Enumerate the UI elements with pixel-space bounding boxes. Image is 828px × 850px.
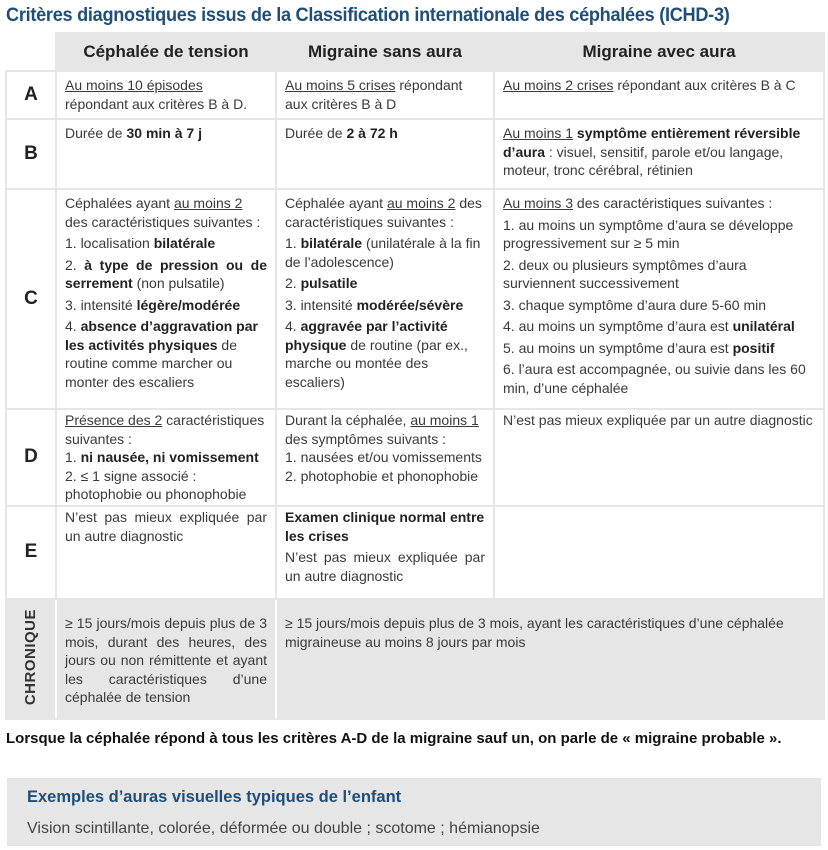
cell-text: 4. au moins un symptôme d’aura est xyxy=(503,318,733,334)
row-label-chronique xyxy=(6,599,56,719)
examples-text: Vision scintillante, colorée, déformée ou double ; scotome ; hémianopsie xyxy=(27,820,540,837)
cell-text: Durée de xyxy=(285,125,347,141)
cell-e-sans-aura xyxy=(276,506,494,599)
cell-text: 2. xyxy=(285,275,301,291)
cell-text: N’est pas mieux expliquée par un autre diagnostic xyxy=(503,412,813,428)
table-row-a xyxy=(6,71,824,119)
cell-text: Céphalées ayant xyxy=(65,195,174,211)
underlined-text: Au moins 2 crises xyxy=(503,77,614,93)
criteria-item xyxy=(503,339,815,358)
cell-text: 5. au moins un symptôme d’aura est xyxy=(503,339,733,356)
cell-text: de routine (par ex., marche ou montée des escaliers) xyxy=(285,336,468,390)
underlined-text: au moins 1 xyxy=(410,412,479,428)
examples-title: Exemples d’auras visuelles typiques de l’enfant xyxy=(27,788,402,806)
row-label-c: C xyxy=(6,189,56,409)
cell-e-tension xyxy=(56,506,276,599)
bold-text: 30 min à 7 j xyxy=(126,125,202,141)
cell-text: répondant aux critères B à C xyxy=(613,77,796,93)
cell-b-avec-aura xyxy=(494,119,824,189)
row-label-a: A xyxy=(6,71,56,119)
cell-text: 1. xyxy=(65,449,81,465)
cell-text: N’est pas mieux expliquée par un autre diagnostic xyxy=(285,549,485,584)
cell-text: des caractéristiques suivantes : xyxy=(573,195,773,211)
cell-d-tension xyxy=(56,409,276,506)
bold-text: absence d’aggravation par les activités physiques xyxy=(65,318,258,353)
cell-text: : visuel, sensitif, parole et/ou langage, moteur, tronc cérébral, rétinien xyxy=(503,143,784,178)
criteria-item: 2. photophobie et phonophobie xyxy=(285,467,479,484)
bold-text: symptôme entièrement réversible d’aura xyxy=(503,125,801,160)
table-header-row xyxy=(6,33,824,71)
bold-text: modérée/sévère xyxy=(356,296,464,313)
cell-text: répondant aux critères B à D. xyxy=(65,95,248,112)
cell-c-tension xyxy=(56,189,276,409)
cell-text: Durée de xyxy=(65,125,127,141)
cell-c-avec-aura xyxy=(494,189,824,409)
cell-text: 1. xyxy=(285,235,301,251)
cell-a-avec-aura xyxy=(494,71,824,119)
bold-text: positif xyxy=(732,339,775,356)
criteria-item xyxy=(285,274,485,293)
criteria-item: 3. chaque symptôme d’aura dure 5-60 min xyxy=(503,296,767,313)
table-row-c xyxy=(6,189,824,409)
cell-chronique-tension: ≥ 15 jours/mois depuis plus de 3 mois, durant des heures, des jours ou non rémittente et ayant les caractéristiques d’une céphalée de tension xyxy=(56,599,276,719)
cell-text: N’est pas mieux expliquée par un autre diagnostic xyxy=(65,509,267,544)
footnote-migraine-probable: Lorsque la céphalée répond à tous les critères A-D de la migraine sauf un, on parle de « migraine probable ». xyxy=(6,730,782,747)
header-corner xyxy=(6,33,56,71)
underlined-text: au moins 2 xyxy=(386,195,456,211)
cell-text: caractéristiques suivantes : xyxy=(65,412,265,447)
bold-text: 2 à 72 h xyxy=(346,125,398,141)
criteria-item: 2. ≤ 1 signe associé : photophobie ou phonophobie xyxy=(65,467,247,502)
cell-text: 4. xyxy=(65,318,81,334)
criteria-item xyxy=(65,448,267,467)
cell-d-sans-aura xyxy=(276,409,494,506)
criteria-item xyxy=(65,296,267,315)
bold-text: pulsatile xyxy=(300,275,358,291)
bold-text: ni nausée, ni vomissement xyxy=(80,449,259,465)
criteria-item xyxy=(65,317,267,391)
cell-text: 3. intensité xyxy=(285,296,357,313)
cell-text: (unilatérale à la fin de l’adolescence) xyxy=(285,235,481,270)
chronique-label: CHRONIQUE xyxy=(21,608,39,705)
cell-text: 2. xyxy=(65,256,85,273)
table-row-b xyxy=(6,119,824,189)
cell-e-avec-aura xyxy=(494,506,824,599)
bold-text: unilatéral xyxy=(732,318,795,334)
bold-text: bilatérale xyxy=(300,235,363,251)
criteria-item: 1. au moins un symptôme d’aura se développe progressivement sur ≥ 5 min xyxy=(503,216,794,251)
cell-c-sans-aura xyxy=(276,189,494,409)
underlined-text: Au moins 3 xyxy=(503,195,574,211)
cell-d-avec-aura xyxy=(494,409,824,506)
bold-text: à type de pression ou de serrement xyxy=(65,256,267,291)
criteria-item xyxy=(503,317,815,336)
bold-text xyxy=(285,508,485,545)
underlined-text: Au moins 10 épisodes xyxy=(65,77,203,93)
cell-chronique-migraine: ≥ 15 jours/mois depuis plus de 3 mois, ayant les caractéristiques d’une céphalée migraineuse au moins 8 jours par mois xyxy=(276,599,824,719)
page-title: Critères diagnostiques issus de la Classification internationale des céphalées (ICHD-3) xyxy=(6,4,730,26)
cell-a-sans-aura xyxy=(276,71,494,119)
bold-text: Examen clinique normal entre les crises xyxy=(285,509,485,544)
criteria-intro xyxy=(65,411,267,448)
criteria-item: 1. nausées et/ou vomissements xyxy=(285,449,482,465)
examples-box xyxy=(7,778,821,846)
cell-text: des caractéristiques suivantes : xyxy=(65,213,261,230)
criteria-intro xyxy=(285,411,485,448)
criteria-intro xyxy=(285,194,485,231)
cell-text: 1. localisation xyxy=(65,235,154,251)
bold-text: bilatérale xyxy=(153,235,216,251)
criteria-item xyxy=(65,234,267,253)
cell-text: de routine comme marcher ou monter des escaliers xyxy=(65,336,237,390)
row-label-b: B xyxy=(6,119,56,189)
table-row-d xyxy=(6,409,824,506)
column-header-migraine-avec-aura: Migraine avec aura xyxy=(494,33,824,71)
column-header-tension: Céphalée de tension xyxy=(56,33,276,71)
cell-b-sans-aura xyxy=(276,119,494,189)
criteria-table xyxy=(5,32,825,720)
criteria-intro xyxy=(65,194,267,231)
criteria-item xyxy=(65,256,267,293)
underlined-text: Au moins 5 crises xyxy=(285,77,396,93)
row-label-e: E xyxy=(6,506,56,599)
row-label-d: D xyxy=(6,409,56,506)
criteria-item xyxy=(285,234,485,271)
criteria-item xyxy=(285,296,485,315)
cell-text: répondant aux critères B à D xyxy=(285,77,463,112)
cell-text: 3. intensité xyxy=(65,296,137,313)
underlined-text: Au moins 1 xyxy=(503,125,574,141)
cell-b-tension xyxy=(56,119,276,189)
cell-a-tension xyxy=(56,71,276,119)
underlined-text: au moins 2 xyxy=(173,195,243,211)
underlined-text: Présence des 2 xyxy=(65,412,163,428)
cell-text: 4. xyxy=(285,318,301,334)
cell-text: des caractéristiques suivantes : xyxy=(285,195,482,230)
cell-text: des symptômes suivants : xyxy=(285,430,447,447)
cell-text: Céphalée ayant xyxy=(285,195,387,211)
criteria-intro xyxy=(503,194,815,213)
cell-text: Durant la céphalée, xyxy=(285,412,411,428)
criteria-item: 6. l’aura est accompagnée, ou suivie dans les 60 min, d’une céphalée xyxy=(503,361,806,396)
criteria-item: 2. deux ou plusieurs symptômes d’aura surviennent successivement xyxy=(503,256,747,291)
column-header-migraine-sans-aura: Migraine sans aura xyxy=(276,33,494,71)
criteria-item xyxy=(285,317,485,391)
bold-text: aggravée par l’activité physique xyxy=(285,318,448,353)
table-row-chronique xyxy=(6,599,824,719)
table-row-e xyxy=(6,506,824,599)
bold-text: légère/modérée xyxy=(136,296,241,313)
cell-text: (non pulsatile) xyxy=(132,275,225,291)
